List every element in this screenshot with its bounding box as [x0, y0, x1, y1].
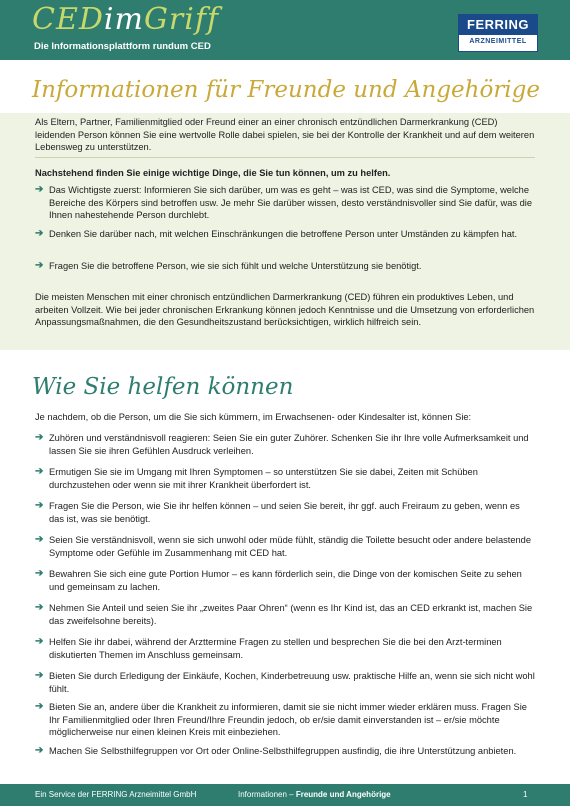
list-item-text: Nehmen Sie Anteil und seien Sie ihr „zweites Paar Ohren“ (wenn es Ihr Kind ist, das an CED erkrankt ist, machen Sie das zweifelsohne bereits).: [49, 603, 533, 626]
closing-paragraph: Die meisten Menschen mit einer chronisch entzündlichen Darmerkrankung (CED) führen ein produktives Leben, und arbeiten Vollzeit. Wie bei jeder chronischen Erkrankung können jedoch Kenntnisse und die Umsetzung von erforderlichen Anpassungsmaßnahmen, die den Gesundheitszustand berücksichtigen, wirklich hilfreich sein.: [35, 292, 535, 327]
list-item-text: Das Wichtigste zuerst: Informieren Sie sich darüber, um was es geht – was ist CED, was sind die Symptome, welche Bereiche des Körpers sind betroffen usw. Je mehr Sie darüber wissen, desto verständnisvoller sind Sie dafür, was die Ihnen nahestehende Person durchlebt.: [49, 185, 533, 221]
page-footer: [0, 784, 570, 806]
list-item-text: Machen Sie Selbsthilfegruppen vor Ort oder Online-Selbsthilfegruppen ausfindig, die ihre Unterstützung anbieten.: [49, 746, 517, 756]
list-item: [35, 602, 535, 627]
arrow-right-icon: ➔: [35, 260, 44, 271]
list-item-text: Fragen Sie die betroffene Person, wie sie sich fühlt und welche Unterstützung sie benötigt.: [49, 261, 422, 271]
arrow-right-icon: ➔: [35, 602, 44, 613]
intro-paragraph: Als Eltern, Partner, Familienmitglied oder Freund einer an einer chronisch entzündlichen Darmerkrankung (CED) leidenden Person können Sie eine wertvolle Rolle dabei spielen, sie bei der Kontrolle der Krankheit und auf dem weiteren Lebensweg zu unterstützen.: [35, 117, 535, 152]
arrow-right-icon: ➔: [35, 466, 44, 477]
list-item: [35, 670, 535, 695]
list-item-text: Helfen Sie ihr dabei, während der Arzttermine Fragen zu stellen und besprechen Sie die bei den Arzt-terminen diskutierten Themen im Anschluss gemeinsam.: [49, 637, 502, 660]
arrow-right-icon: ➔: [35, 228, 44, 239]
logo-text-griff: Griff: [143, 2, 220, 37]
ferring-logo[interactable]: [458, 14, 538, 52]
list-item-text: Zuhören und verständnisvoll reagieren: Seien Sie ein guter Zuhörer. Schenken Sie ihr Ihre volle Aufmerksamkeit und lassen Sie sie ihren Gefühlen Ausdruck verleihen.: [49, 433, 529, 456]
list-item: [35, 701, 535, 739]
footer-topic-prefix: Informationen –: [238, 790, 296, 799]
list-item-text: Denken Sie darüber nach, mit welchen Einschränkungen die betroffene Person unter Umständen zu kämpfen hat.: [49, 229, 518, 239]
arrow-right-icon: ➔: [35, 500, 44, 511]
list-item: [35, 466, 535, 491]
list-item: [35, 260, 535, 273]
section-title-friends-family: Informationen für Freunde und Angehörige: [32, 77, 540, 103]
page-number: 1: [523, 790, 528, 799]
footer-topic-bold: Freunde und Angehörige: [295, 790, 391, 799]
list-item-text: Bieten Sie an, andere über die Krankheit zu informieren, damit sie sie nicht immer wieder erklären muss. Fragen Sie Ihr Familienmitglied oder Ihren Freund/Ihre Freundin jedoch, ob er/sie damit einverstanden ist – er/sie möchte möglicherweise nur einen kleinen Kreis mit einbeziehen.: [49, 702, 527, 738]
list-item-text: Fragen Sie die Person, wie Sie ihr helfen können – und seien Sie bereit, ihr ggf. auch Freiraum zu geben, wenn es das ist, was sie benötigt.: [49, 501, 520, 524]
ferring-logo-sub: ARZNEIMITTEL: [469, 38, 527, 45]
list-item: [35, 745, 535, 758]
arrow-right-icon: ➔: [35, 534, 44, 545]
list-item: [35, 228, 535, 241]
list-item: [35, 534, 535, 559]
list-item: [35, 568, 535, 593]
list-item-text: Bewahren Sie sich eine gute Portion Humor – es kann förderlich sein, die Dinge von der komischen Seite zu sehen und gemeinsam zu lachen.: [49, 569, 522, 592]
ferring-logo-name: FERRING: [459, 15, 537, 35]
ced-im-griff-logo[interactable]: [32, 3, 219, 37]
list-item: [35, 432, 535, 457]
lead-text: Nachstehend finden Sie einige wichtige Dinge, die Sie tun können, um zu helfen.: [35, 168, 391, 178]
footer-service-text: Ein Service der FERRING Arzneimittel GmbH: [35, 790, 197, 799]
list-item-text: Seien Sie verständnisvoll, wenn sie sich unwohl oder müde fühlt, ständig die Toilette besucht oder andere belastende Symptome oder Gefühle im Zusammenhang mit CED hat.: [49, 535, 532, 558]
section-title-how-to-help: Wie Sie helfen können: [32, 374, 294, 400]
arrow-right-icon: ➔: [35, 636, 44, 647]
list-item: [35, 636, 535, 661]
help-intro: Je nachdem, ob die Person, um die Sie sich kümmern, im Erwachsenen- oder Kindesalter ist, können Sie:: [35, 412, 472, 422]
logo-text-im: im: [103, 2, 144, 37]
list-item: [35, 184, 535, 222]
arrow-right-icon: ➔: [35, 432, 44, 443]
box-divider: [35, 157, 535, 158]
arrow-right-icon: ➔: [35, 184, 44, 195]
list-item-text: Ermutigen Sie sie im Umgang mit Ihren Symptomen – so unterstützen Sie sie dabei, Zeiten mit Schüben durchzustehen oder wenn sie mit ihrer Krankheit überfordert ist.: [49, 467, 478, 490]
arrow-right-icon: ➔: [35, 670, 44, 681]
footer-topic: [238, 790, 391, 799]
arrow-right-icon: ➔: [35, 701, 44, 712]
logo-subtitle: Die Informationsplattform rundum CED: [34, 41, 211, 52]
list-item: [35, 500, 535, 525]
logo-text-ced: CED: [32, 2, 104, 37]
arrow-right-icon: ➔: [35, 745, 44, 756]
list-item-text: Bieten Sie durch Erledigung der Einkäufe, Kochen, Kinderbetreuung usw. praktische Hilfe an, wenn sie sich nicht wohl fühlt.: [49, 671, 535, 694]
page-header: [0, 0, 570, 60]
arrow-right-icon: ➔: [35, 568, 44, 579]
